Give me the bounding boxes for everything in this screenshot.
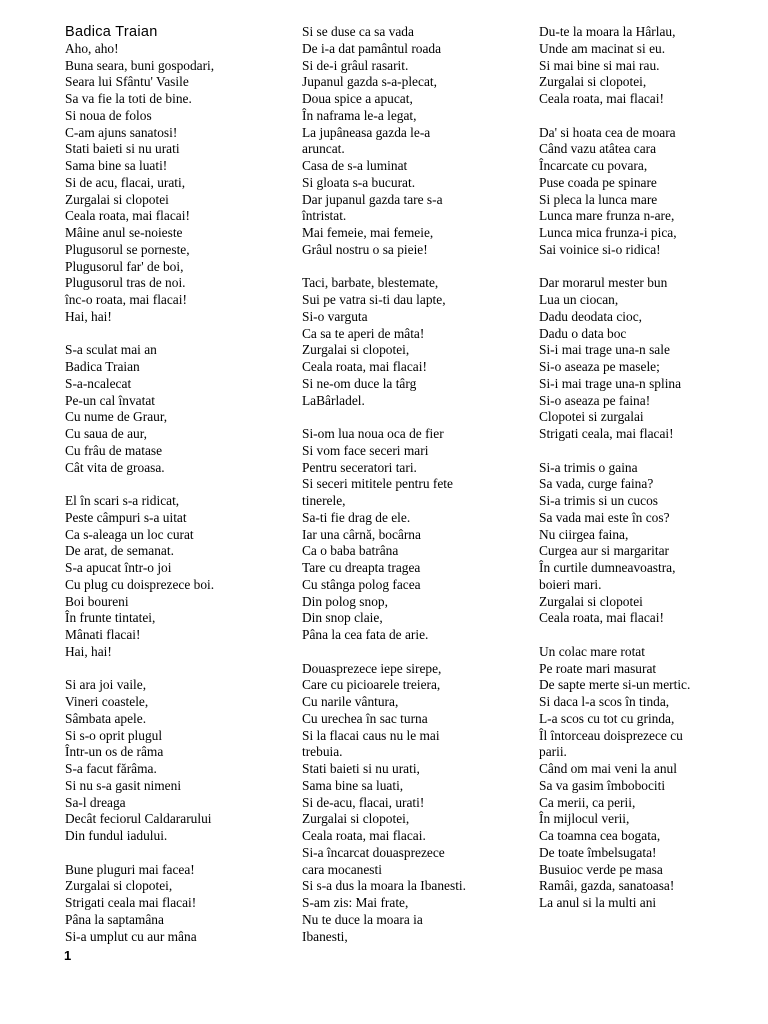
verse-line: Din snop claie, xyxy=(302,610,383,626)
verse-line: Stati baieti si nu urati xyxy=(65,141,180,157)
verse-line: Ceala roata, mai flacai! xyxy=(539,610,664,626)
verse-line: Du-te la moara la Hârlau, xyxy=(539,24,676,39)
stanza xyxy=(302,275,517,409)
verse-line: Plugusorul tras de noi. xyxy=(65,275,186,291)
verse-line: Si de-acu, flacai, urati! xyxy=(302,794,425,810)
verse-line: Zurgalai si clopotei, xyxy=(302,342,410,358)
stanza xyxy=(65,41,285,326)
verse-line: Taci, barbate, blestemate, xyxy=(302,275,439,291)
verse-line: În naframa le-a legat, xyxy=(302,107,417,123)
verse-line: Decât feciorul Caldararului xyxy=(65,811,212,827)
verse-line: Da' si hoata cea de moara xyxy=(539,124,676,140)
verse-line: Si seceri mititele pentru fete xyxy=(302,476,453,492)
verse-line: Lunca mare frunza n-are, xyxy=(539,208,675,224)
verse-line: În curtile dumneavoastra, xyxy=(539,560,676,575)
verse-line: S-am zis: Mai frate, xyxy=(302,895,409,910)
verse-line: Sa va gasim îmbobociti xyxy=(539,777,666,793)
verse-line: Si vom face seceri mari xyxy=(302,442,429,458)
verse-line: Zurgalai si clopotei, xyxy=(65,878,173,894)
verse-line: Unde am macinat si eu. xyxy=(539,40,666,56)
stanza xyxy=(302,426,517,644)
stanza xyxy=(539,460,739,628)
verse-line: Ca merii, ca perii, xyxy=(539,794,636,810)
verse-line: Buna seara, buni gospodari, xyxy=(65,57,215,73)
verse-line: Si se duse ca sa vada xyxy=(302,24,414,39)
verse-line: Dar jupanul gazda tare s-a xyxy=(302,191,443,207)
verse-line: Stati baieti si nu urati, xyxy=(302,761,420,776)
verse-line: Ca sa te aperi de mâta! xyxy=(302,325,425,341)
verse-line: Pâna la saptamâna xyxy=(65,911,164,927)
verse-line: Ceala roata, mai flacai. xyxy=(302,828,426,843)
verse-line: Lunca mica frunza-i pica, xyxy=(539,225,677,240)
verse-line: Cu nume de Graur, xyxy=(65,409,168,425)
verse-line: Iar una cârnă, bocârna xyxy=(302,526,421,542)
column-1 xyxy=(65,24,285,945)
verse-line: Pe roate mari masurat xyxy=(539,660,657,676)
verse-line: Ca toamna cea bogata, xyxy=(539,828,661,843)
stanza xyxy=(65,862,285,946)
verse-line: Douasprezece iepe sirepe, xyxy=(302,660,442,676)
verse-line: Boi boureni xyxy=(65,593,129,609)
verse-line: Ramâi, gazda, sanatoasa! xyxy=(539,878,675,894)
verse-line: Zurgalai si clopotei, xyxy=(539,74,647,90)
verse-line: Si-i mai trage una-n sale xyxy=(539,342,670,358)
stanza xyxy=(302,661,517,946)
verse-line: Si s-a dus la moara la Ibanesti. xyxy=(302,878,466,894)
verse-line: L-a scos cu tot cu grinda, xyxy=(539,710,675,726)
verse-line: Jupanul gazda s-a-plecat, xyxy=(302,74,437,90)
verse-line: Sama bine sa luati, xyxy=(302,777,404,793)
verse-line: Cât vita de groasa. xyxy=(65,459,165,475)
verse-line: Clopotei si zurgalai xyxy=(539,409,644,425)
stanza xyxy=(539,24,739,108)
column-3 xyxy=(539,24,739,912)
verse-line: Plugusorul far' de boi, xyxy=(65,258,184,274)
verse-line: Pentru seceratori tari. xyxy=(302,459,417,475)
verse-line: Mâine anul se-noieste xyxy=(65,225,183,240)
stanza xyxy=(539,644,739,912)
verse-line: Ibanesti, xyxy=(302,928,348,944)
verse-line: Hai, hai! xyxy=(65,643,112,659)
verse-line: Din polog snop, xyxy=(302,593,388,609)
verse-line: Cu stânga polog facea xyxy=(302,576,421,592)
verse-line: El în scari s-a ridicat, xyxy=(65,493,180,508)
verse-line: Sui pe vatra si-ti dau lapte, xyxy=(302,292,446,307)
verse-line: Un colac mare rotat xyxy=(539,643,645,659)
verse-line: aruncat. xyxy=(302,141,345,157)
verse-line: În mijlocul verii, xyxy=(539,811,630,827)
verse-line: Pe-un cal învatat xyxy=(65,392,155,408)
stanza xyxy=(302,24,517,259)
verse-line: Hai, hai! xyxy=(65,308,112,324)
verse-line: înc-o roata, mai flacai! xyxy=(65,292,187,307)
verse-line: Ceala roata, mai flacai! xyxy=(302,359,427,374)
verse-line: Ceala roata, mai flacai! xyxy=(539,91,664,106)
verse-line: De i-a dat pamântul roada xyxy=(302,40,442,56)
page-number: 1 xyxy=(64,948,72,963)
verse-line: C-am ajuns sanatosi! xyxy=(65,124,178,140)
poem-title: Badica Traian xyxy=(65,24,158,40)
verse-line: Din fundul iadului. xyxy=(65,828,168,843)
stanza xyxy=(539,125,739,259)
verse-line: Si-a umplut cu aur mâna xyxy=(65,928,197,944)
verse-line: Vineri coastele, xyxy=(65,694,149,709)
verse-line: parii. xyxy=(539,744,567,760)
verse-line: Peste câmpuri s-a uitat xyxy=(65,509,187,525)
verse-line: Ca o baba batrâna xyxy=(302,543,399,559)
verse-line: Si-o aseaza pe masele; xyxy=(539,359,660,374)
verse-line: Si gloata s-a bucurat. xyxy=(302,174,416,190)
verse-line: Sa va fie la toti de bine. xyxy=(65,91,192,106)
verse-line: Curgea aur si margaritar xyxy=(539,543,670,559)
verse-line: În frunte tintatei, xyxy=(65,610,156,626)
verse-line: Mânati flacai! xyxy=(65,627,141,642)
verse-line: Si-o aseaza pe faina! xyxy=(539,392,651,408)
verse-line: Cu narile vântura, xyxy=(302,694,399,709)
verse-line: Puse coada pe spinare xyxy=(539,174,657,190)
verse-line: boieri mari. xyxy=(539,576,602,592)
verse-line: Cu plug cu doisprezece boi. xyxy=(65,576,215,592)
verse-line: Zurgalai si clopotei xyxy=(65,191,169,207)
stanza xyxy=(539,275,739,443)
column-2 xyxy=(302,24,517,945)
verse-line: Nu ciirgea faina, xyxy=(539,526,629,542)
verse-line: Strigati ceala mai flacai! xyxy=(65,895,197,910)
verse-line: Într-un os de râma xyxy=(65,744,164,760)
verse-line: Plugusorul se porneste, xyxy=(65,241,190,257)
verse-line: Ceala roata, mai flacai! xyxy=(65,208,190,224)
verse-line: Când om mai veni la anul xyxy=(539,761,677,776)
verse-line: Si-a trimis o gaina xyxy=(539,459,638,475)
verse-line: Si s-o oprit plugul xyxy=(65,727,163,743)
verse-line: Dadu o data boc xyxy=(539,325,627,341)
verse-line: Dadu deodata cioc, xyxy=(539,308,642,324)
verse-line: Aho, aho! xyxy=(65,40,119,56)
verse-line: cara mocanesti xyxy=(302,861,382,877)
verse-line: Si-a trimis si un cucos xyxy=(539,493,659,508)
verse-line: Si-o varguta xyxy=(302,308,368,324)
verse-line: De arat, de semanat. xyxy=(65,543,174,559)
verse-line: De sapte merte si-un mertic. xyxy=(539,677,691,693)
verse-line: La anul si la multi ani xyxy=(539,895,657,910)
verse-line: Cu saua de aur, xyxy=(65,426,148,441)
verse-line: Si nu s-a gasit nimeni xyxy=(65,777,182,793)
verse-line: tinerele, xyxy=(302,493,346,508)
verse-line: Sai voinice si-o ridica! xyxy=(539,241,661,257)
verse-line: Zurgalai si clopotei xyxy=(539,593,643,609)
verse-line: Si pleca la lunca mare xyxy=(539,191,658,207)
verse-line: Badica Traian xyxy=(65,359,140,374)
verse-line: Sa-l dreaga xyxy=(65,794,126,810)
verse-line: Sa-ti fie drag de ele. xyxy=(302,509,411,525)
verse-line: Grâul nostru o sa pieie! xyxy=(302,241,428,257)
verse-line: Si noua de folos xyxy=(65,107,152,123)
stanza xyxy=(65,677,285,845)
verse-line: Tare cu dreapta tragea xyxy=(302,560,421,575)
verse-line: Sa vada, curge faina? xyxy=(539,476,654,492)
verse-line: Încarcate cu povara, xyxy=(539,158,648,173)
verse-line: Pâna la cea fata de arie. xyxy=(302,627,429,642)
verse-line: Sa vada mai este în cos? xyxy=(539,509,670,525)
verse-line: De toate îmbelsugata! xyxy=(539,844,657,860)
verse-line: Cu frâu de matase xyxy=(65,442,163,458)
verse-line: Seara lui Sfântu' Vasile xyxy=(65,74,189,90)
verse-line: Când vazu atâtea cara xyxy=(539,141,657,157)
verse-line: S-a sculat mai an xyxy=(65,342,157,358)
stanza xyxy=(65,342,285,476)
verse-line: Casa de s-a luminat xyxy=(302,158,408,173)
verse-line: Nu te duce la moara ia xyxy=(302,911,423,927)
verse-line: Îl întorceau doisprezece cu xyxy=(539,727,683,743)
verse-line: Care cu picioarele treiera, xyxy=(302,677,441,693)
verse-line: La jupâneasa gazda le-a xyxy=(302,124,431,140)
stanza xyxy=(65,493,285,661)
verse-line: Si la flacai caus nu le mai xyxy=(302,727,440,743)
verse-line: Zurgalai si clopotei, xyxy=(302,811,410,827)
verse-line: Si-om lua noua oca de fier xyxy=(302,426,444,441)
verse-line: Strigati ceala, mai flacai! xyxy=(539,426,674,441)
verse-line: Si de acu, flacai, urati, xyxy=(65,174,186,190)
verse-line: trebuia. xyxy=(302,744,343,760)
verse-line: Si ne-om duce la târg xyxy=(302,375,417,391)
verse-line: Si de-i grâul rasarit. xyxy=(302,57,409,73)
verse-line: Doua spice a apucat, xyxy=(302,91,413,106)
verse-line: Si-i mai trage una-n splina xyxy=(539,375,682,391)
verse-line: Dar morarul mester bun xyxy=(539,275,668,291)
verse-line: Mai femeie, mai femeie, xyxy=(302,225,434,240)
verse-line: Lua un ciocan, xyxy=(539,292,619,307)
verse-line: LaBârladel. xyxy=(302,392,365,408)
verse-line: Si-a încarcat douasprezece xyxy=(302,844,445,860)
verse-line: Si mai bine si mai rau. xyxy=(539,57,660,73)
verse-line: Ca s-aleaga un loc curat xyxy=(65,526,194,542)
verse-line: S-a-ncalecat xyxy=(65,375,132,391)
verse-line: Si daca l-a scos în tinda, xyxy=(539,694,670,709)
verse-line: Sâmbata apele. xyxy=(65,710,147,726)
verse-line: S-a facut fărâma. xyxy=(65,761,157,776)
verse-line: S-a apucat într-o joi xyxy=(65,560,172,575)
verse-line: Bune pluguri mai facea! xyxy=(65,861,195,877)
verse-line: Sama bine sa luati! xyxy=(65,158,168,173)
verse-line: Busuioc verde pe masa xyxy=(539,861,663,877)
verse-line: Si ara joi vaile, xyxy=(65,677,147,693)
verse-line: întristat. xyxy=(302,208,347,224)
verse-line: Cu urechea în sac turna xyxy=(302,710,428,726)
